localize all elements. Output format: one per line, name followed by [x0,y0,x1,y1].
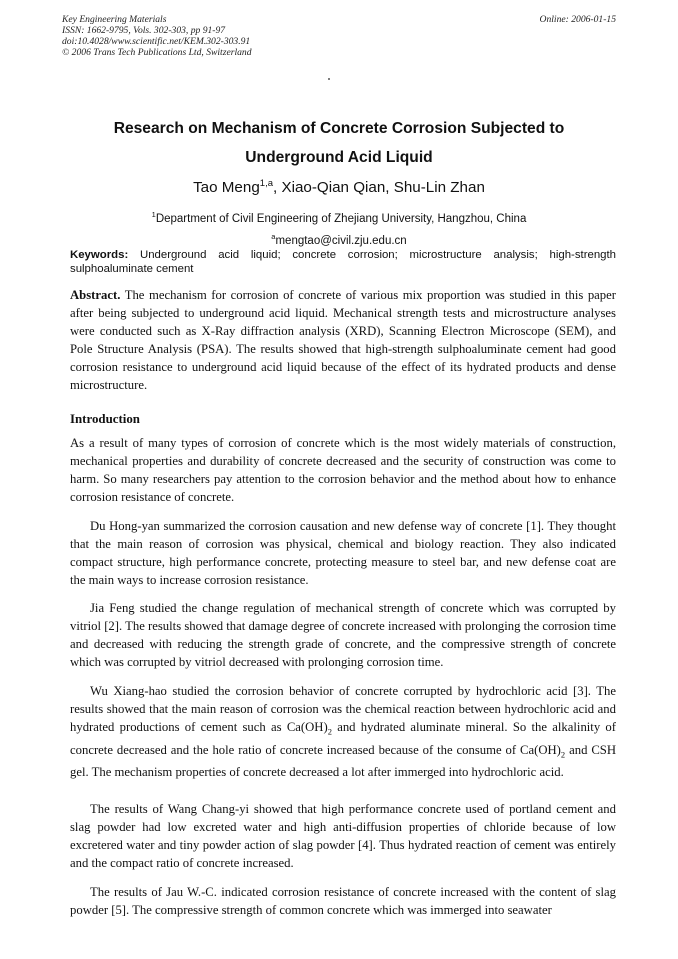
affiliation-dept-line [60,206,618,228]
affiliation [60,206,618,250]
intro-paragraph-5: The results of Wang Chang-yi showed that high performance concrete used of portland cement and slag powder had low excreted water and high anti-diffusion properties of chloride because of low excretered water and tiny powder action of slag powder [4]. Thus hydrated reaction of cement was entirely and the compact ratio of concrete increased. [70,802,616,870]
affiliation-sup-a: a [271,231,276,241]
keywords [70,248,616,276]
author-email[interactable]: mengtao@civil.zju.edu.cn [275,234,407,247]
keywords-text: Underground acid liquid; concrete corrosion; microstructure analysis; high-strength sulphoaluminate cement [70,249,616,275]
author-others: , Xiao-Qian Qian, Shu-Lin Zhan [273,179,485,197]
intro-p4-part-c: and CSH gel. The mechanism properties of concrete decreased a lot after immerged into hydrochloric acid. [70,742,617,780]
abstract-label: Abstract. [70,288,121,302]
subscript-2: 2 [327,726,332,737]
journal-issn: ISSN: 1662-9795, Vols. 302-303, pp 91-97 [62,25,226,36]
abstract-text: The mechanism for corrosion of concrete of various mix proportion was studied in this paper after being subjected to underground acid liquid. Mechanical strength tests and microstructure analyses were conducted such as X-Ray diffraction analysis (XRD), Scanning Electron Microscope (SEM), and Pole Structure Analysis (PSA). The results showed that high-strength sulphoaluminate cement had good corrosion resistance to underground acid liquid because of the effect of its hydrated products and dense microstructure. [70,288,616,392]
paper-title [70,114,608,172]
affiliation-sup-1: 1 [151,210,156,219]
subscript-2: 2 [560,749,566,760]
intro-p4-part-b: and hydrated aluminate mineral. So the alkalinity of concrete decreased and the hole ratio of concrete increased because of the consume of Ca(OH) [70,720,616,757]
online-date: Online: 2006-01-15 [539,14,616,25]
author-primary-sup: 1,a [259,178,273,189]
intro-paragraph-1: As a result of many types of corrosion of concrete which is the most widely materials of construction, mechanical properties and durability of concrete decreased and the security of construction was come to harm. So many researchers pay attention to the corrosion behavior and the method about how to enhance corrosion resistance of concrete. [70,436,616,504]
intro-paragraph-3: Jia Feng studied the change regulation of mechanical strength of concrete which was corrupted by vitriol [2]. The results showed that damage degree of concrete increased with prolonging the corrosion time and decreased with reducing the strength grade of concrete, and the compressive strength of concrete which was corrupted by vitriol decreased with prolonging corrosion time. [70,601,616,669]
intro-p4-part-a: Wu Xiang-hao studied the corrosion behavior of concrete corrupted by hydrochloric acid [3]. The results showed that the main reason of corrosion was the chemical reaction between hydrochloric acid and hydrated productions of cement such as Ca(OH) [70,684,616,734]
section-heading-introduction: Introduction [70,412,140,426]
author-primary: Tao Meng [193,179,260,197]
affiliation-email-line [60,228,618,250]
speck-dot [328,78,330,80]
journal-doi[interactable]: doi:10.4028/www.scientific.net/KEM.302-303.91 [62,36,251,47]
title-line-2: Underground Acid Liquid [245,149,433,166]
intro-paragraph-2: Du Hong-yan summarized the corrosion causation and new defense way of concrete [1]. They thought that the main reason of corrosion was physical, chemical and biology reaction. They also indicated compact structure, high performance concrete, protecting measure to steel bar, and new defense coat are the main ways to increase corrosion resistance. [70,519,616,587]
abstract [70,286,616,394]
affiliation-dept: Department of Civil Engineering of Zhejiang University, Hangzhou, China [155,212,527,225]
journal-info [62,14,252,58]
journal-copyright: © 2006 Trans Tech Publications Ltd, Switzerland [62,47,252,58]
journal-name: Key Engineering Materials [62,14,167,25]
title-line-1: Research on Mechanism of Concrete Corrosion Subjected to [113,120,565,137]
intro-paragraph-6: The results of Jau W.-C. indicated corrosion resistance of concrete increased with the content of slag powder [5]. The compressive strength of common concrete which was immerged into seawater [70,885,616,917]
author-list [60,178,618,196]
intro-paragraph-4 [70,682,616,781]
keywords-label: Keywords: [70,249,129,261]
